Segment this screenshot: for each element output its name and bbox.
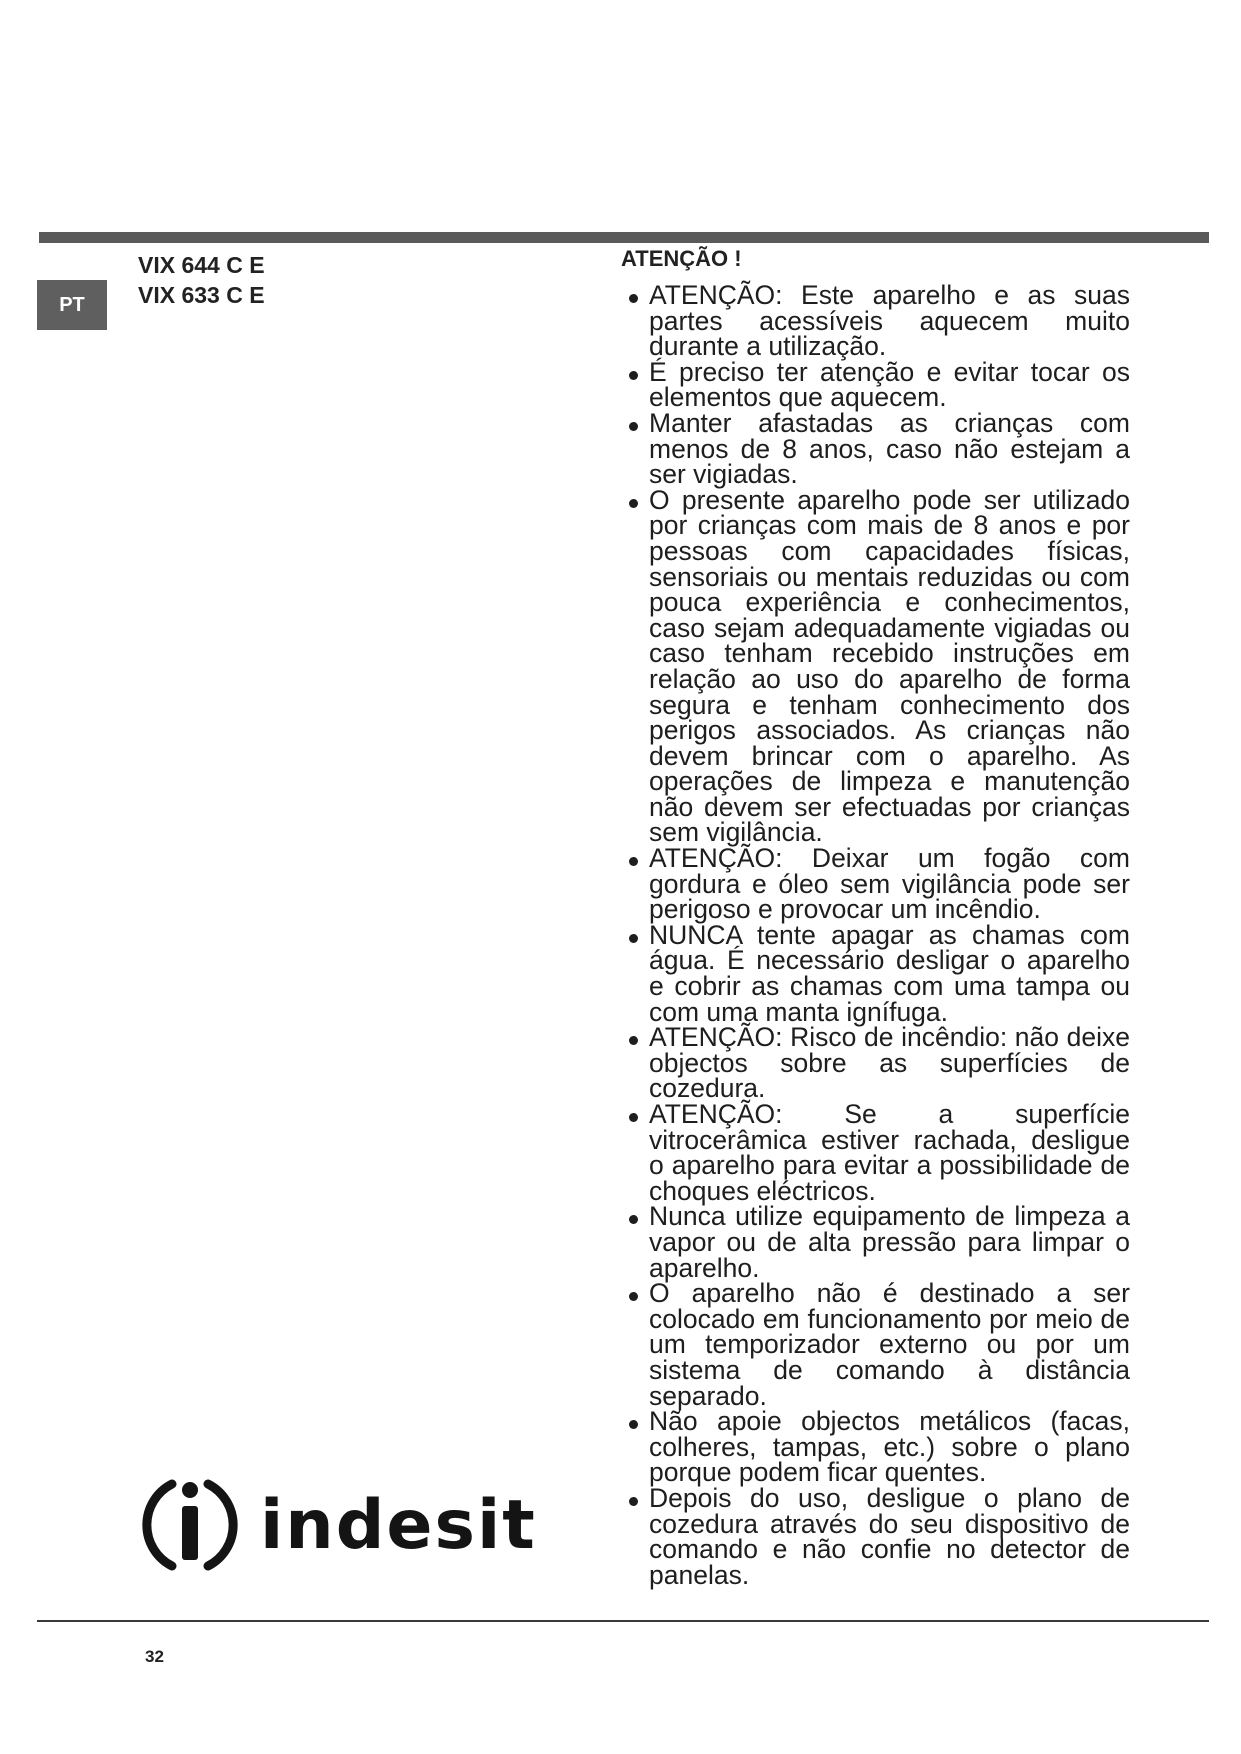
warnings-list (622, 280, 1130, 1590)
warning-item: O aparelho não é destinado a ser colocado em funcionamento por meio de um temporizador externo ou por um sistema de comando à distância separado. (622, 1281, 1130, 1409)
warning-item: Nunca utilize equipamento de limpeza a vapor ou de alta pressão para limpar o aparelho. (622, 1204, 1130, 1281)
page-number: 32 (145, 1647, 164, 1666)
model-name: VIX 644 C E (138, 252, 265, 278)
model-name: VIX 633 C E (138, 282, 265, 308)
brand-wordmark: indesit (260, 1486, 537, 1565)
warning-item: NUNCA tente apagar as chamas com água. É necessário desligar o aparelho e cobrir as chamas com uma tampa ou com uma manta ignífuga. (622, 923, 1130, 1025)
indesit-circle-i-icon (140, 1470, 240, 1580)
warning-item: ATENÇÃO: Deixar um fogão com gordura e óleo sem vigilância pode ser perigoso e provocar um incêndio. (622, 846, 1130, 923)
warnings-heading: ATENÇÃO ! (621, 246, 742, 271)
bottom-divider (37, 1620, 1209, 1622)
brand-logo (140, 1470, 550, 1584)
warning-item: É preciso ter atenção e evitar tocar os elementos que aquecem. (622, 360, 1130, 411)
top-divider (39, 232, 1209, 243)
model-list (138, 250, 265, 310)
language-tab-label: PT (59, 293, 85, 316)
warning-item: ATENÇÃO: Se a superfície vitrocerâmica estiver rachada, desligue o aparelho para evitar a possibilidade de choques eléctricos. (622, 1102, 1130, 1204)
warning-item: ATENÇÃO: Risco de incêndio: não deixe objectos sobre as superfícies de cozedura. (622, 1025, 1130, 1102)
warning-item: Depois do uso, desligue o plano de cozedura através do seu dispositivo de comando e não confie no detector de panelas. (622, 1486, 1130, 1588)
warning-item: ATENÇÃO: Este aparelho e as suas partes acessíveis aquecem muito durante a utilização. (622, 283, 1130, 360)
language-tab (37, 280, 107, 330)
warning-item: Não apoie objectos metálicos (facas, colheres, tampas, etc.) sobre o plano porque podem ficar quentes. (622, 1409, 1130, 1486)
warning-item: Manter afastadas as crianças com menos de 8 anos, caso não estejam a ser vigiadas. (622, 411, 1130, 488)
warning-item: O presente aparelho pode ser utilizado por crianças com mais de 8 anos e por pessoas com capacidades físicas, sensoriais ou mentais reduzidas ou com pouca experiência e conhecimentos, caso sejam adequadamente vigiadas ou caso tenham recebido instruções em relação ao uso do aparelho de forma segura e tenham conhecimento dos perigos associados. As crianças não devem brincar com o aparelho. As operações de limpeza e manutenção não devem ser efectuadas por crianças sem vigilância. (622, 488, 1130, 846)
